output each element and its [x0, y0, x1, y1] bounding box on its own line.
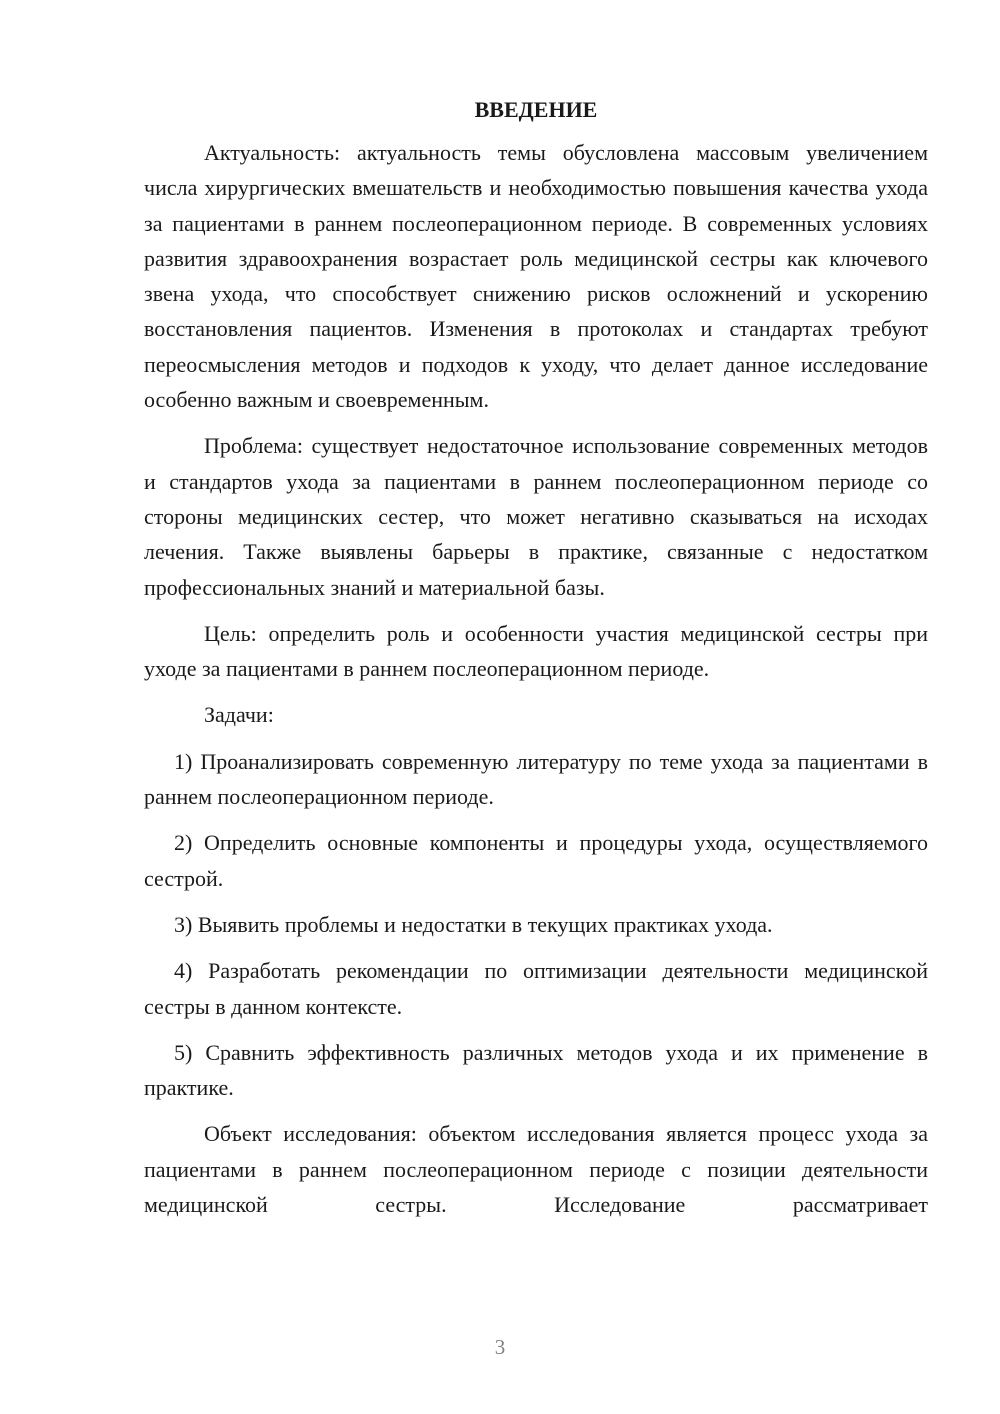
tasks-heading: Задачи:: [204, 702, 274, 728]
page-number: 3: [494, 1335, 506, 1359]
paragraph-relevance: Актуальность: актуальность темы обусловлена массовым увеличением числа хирургических вмешательств и необходимостью повышения качества ухода за пациентами в раннем послеоперационном периоде. В современных условиях развития здравоохранения возрастает роль медицинской сестры как ключевого звена ухода, что способствует снижению рисков осложнений и ускорению восстановления пациентов. Изменения в протоколах и стандартах требуют переосмысления методов и подходов к уходу, что делает данное исследование особенно важным и своевременным.: [144, 140, 928, 413]
paragraph-object: Объект исследования: объектом исследования является процесс ухода за пациентами в раннем послеоперационном периоде с позиции деятельности медицинской сестры. Исследование рассматривает: [144, 1121, 928, 1218]
document-page: [144, 92, 928, 1233]
task-item: 3) Выявить проблемы и недостатки в текущих практиках ухода.: [174, 911, 773, 937]
paragraph-goal: Цель: определить роль и особенности участия медицинской сестры при уходе за пациентами в раннем послеоперационном периоде.: [144, 620, 928, 682]
task-item: 2) Определить основные компоненты и процедуры ухода, осуществляемого сестрой.: [144, 830, 928, 891]
page-title: ВВЕДЕНИЕ: [474, 97, 598, 122]
paragraph-problem: Проблема: существует недостаточное использование современных методов и стандартов ухода за пациентами в раннем послеоперационном периоде со стороны медицинских сестер, что может негативно сказываться на исходах лечения. Также выявлены барьеры в практике, связанные с недостатком профессиональных знаний и материальной базы.: [144, 433, 928, 600]
task-item: 1) Проанализировать современную литературу по теме ухода за пациентами в раннем послеоперационном периоде.: [144, 748, 928, 810]
task-item: 5) Сравнить эффективность различных методов ухода и их применение в практике.: [144, 1039, 928, 1101]
task-item: 4) Разработать рекомендации по оптимизации деятельности медицинской сестры в данном контексте.: [144, 958, 928, 1019]
